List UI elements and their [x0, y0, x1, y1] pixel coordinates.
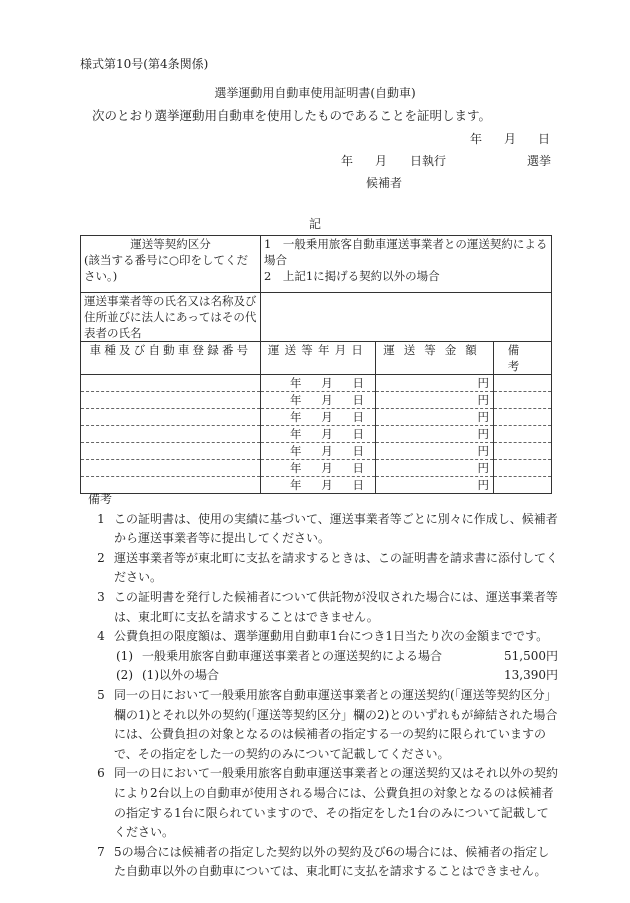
header-vehicle: 車種及び自動車登録番号 [81, 342, 261, 375]
date-day: 日 [537, 132, 550, 146]
candidate-label: 候補者 [366, 176, 403, 190]
remarks-cell [494, 460, 552, 477]
remarks-cell [494, 409, 552, 426]
row-year: 年 [290, 461, 302, 475]
notes-section [88, 490, 558, 882]
note-subitem: (1) 一般乗用旅客自動車運送事業者との運送契約による場合 51,500円 [116, 648, 558, 663]
election-month: 月 [375, 154, 388, 168]
note-item: 6 同一の日において一般乗用旅客自動車運送事業者との運送契約又はそれ以外の契約により2台以上の自動車が使用される場合には、公費負担の対象となるのは候補者の指定する1台に限られていますので、その指定をした1台のみについて記載してください。 [97, 766, 559, 840]
remarks-cell [494, 392, 552, 409]
row-month: 月 [321, 410, 333, 424]
date-month: 月 [503, 132, 516, 146]
contract-option-2: 2 上記1に掲げる契約以外の場合 [264, 269, 440, 283]
row-month: 月 [321, 393, 333, 407]
date-cell [261, 426, 376, 443]
row-year: 年 [290, 478, 302, 492]
table-row [81, 392, 552, 409]
amount-cell: 円 [376, 409, 494, 426]
row-day: 日 [352, 444, 364, 458]
date-cell [261, 392, 376, 409]
row-year: 年 [290, 410, 302, 424]
remarks-cell [494, 443, 552, 460]
operator-label: 運送事業者等の氏名又は名称及び住所並びに法人にあってはその代表者の氏名 [81, 293, 261, 342]
note-item: 4 公費負担の限度額は、選挙運動用自動車1台につき1日当たり次の金額までです。 [97, 629, 549, 644]
row-year: 年 [290, 393, 302, 407]
row-month: 月 [321, 427, 333, 441]
note-subitem: (2) (1)以外の場合 13,390円 [116, 668, 558, 683]
header-amount: 運送等金額 [376, 342, 494, 375]
row-day: 日 [352, 461, 364, 475]
amount-cell: 円 [376, 443, 494, 460]
row-day: 日 [352, 376, 364, 390]
date-cell [261, 409, 376, 426]
certificate-table [80, 235, 552, 494]
row-year: 年 [290, 444, 302, 458]
notes-heading: 備考 [88, 492, 113, 506]
vehicle-cell [81, 409, 261, 426]
amount-cell: 円 [376, 426, 494, 443]
row-month: 月 [321, 444, 333, 458]
contract-option-1: 1 一般乗用旅客自動車運送事業者との運送契約による場合 [264, 237, 548, 267]
header-remarks: 備考 [494, 342, 552, 375]
header-date: 運送等年月日 [261, 342, 376, 375]
date-cell [261, 460, 376, 477]
election-label: 選挙 [527, 154, 552, 168]
header-row [81, 342, 552, 375]
row-day: 日 [352, 427, 364, 441]
table-row [81, 443, 552, 460]
ki-heading: 記 [308, 217, 321, 231]
election-executed: 日執行 [410, 154, 447, 168]
note-item: 7 5の場合には候補者の指定した契約以外の契約及び6の場合には、候補者の指定した自動車以外の自動車については、東北町に支払を請求することはできません。 [97, 844, 550, 879]
certification-statement: 次のとおり選挙運動用自動車を使用したものであることを証明します。 [92, 108, 492, 123]
row-year: 年 [290, 427, 302, 441]
row-month: 月 [321, 461, 333, 475]
table-row [81, 375, 552, 392]
vehicle-cell [81, 426, 261, 443]
date-cell [261, 443, 376, 460]
note-item: 5 同一の日において一般乗用旅客自動車運送事業者との運送契約(「運送等契約区分」欄の1)とそれ以外の契約(「運送等契約区分」欄の2)とのいずれもが締結された場合には、公費負担の対象となるのは候補者の指定する一の契約に限られていますので、その指定をした一の契約のみについて記載してください。 [97, 687, 558, 761]
vehicle-cell [81, 443, 261, 460]
operator-row [81, 293, 552, 342]
remarks-cell [494, 375, 552, 392]
contract-options-cell [261, 236, 552, 293]
table-row [81, 460, 552, 477]
row-year: 年 [290, 376, 302, 390]
note-item: 3 この証明書を発行した候補者について供託物が没収された場合には、運送事業者等は、東北町に支払を請求することはできません。 [97, 589, 558, 624]
note-item: 1 この証明書は、使用の実績に基づいて、運送事業者等ごとに別々に作成し、候補者から運送事業者等に提出してください。 [97, 511, 558, 546]
amount-cell: 円 [376, 477, 494, 494]
election-year: 年 [341, 154, 354, 168]
vehicle-cell [81, 392, 261, 409]
date-line [470, 130, 550, 147]
contract-row [81, 236, 552, 293]
amount-cell: 円 [376, 375, 494, 392]
document-title: 選挙運動用自動車使用証明書(自動車) [214, 86, 416, 100]
row-day: 日 [352, 393, 364, 407]
form-number: 様式第10号(第4条関係) [80, 57, 209, 71]
row-month: 月 [321, 376, 333, 390]
row-month: 月 [321, 478, 333, 492]
vehicle-cell [81, 375, 261, 392]
row-day: 日 [352, 410, 364, 424]
table-row [81, 426, 552, 443]
amount-cell: 円 [376, 392, 494, 409]
date-cell [261, 375, 376, 392]
row-day: 日 [352, 478, 364, 492]
contract-label-cell [81, 236, 261, 293]
remarks-cell [494, 426, 552, 443]
operator-value [261, 293, 552, 342]
contract-label: 運送等契約区分 [130, 237, 211, 251]
note-item: 2 運送事業者等が東北町に支払を請求するときは、この証明書を請求書に添付してください。 [97, 550, 559, 585]
contract-note: (該当する番号に○印をしてください。) [84, 253, 249, 283]
date-year: 年 [470, 132, 483, 146]
amount-cell: 円 [376, 460, 494, 477]
vehicle-cell [81, 460, 261, 477]
table-row [81, 409, 552, 426]
